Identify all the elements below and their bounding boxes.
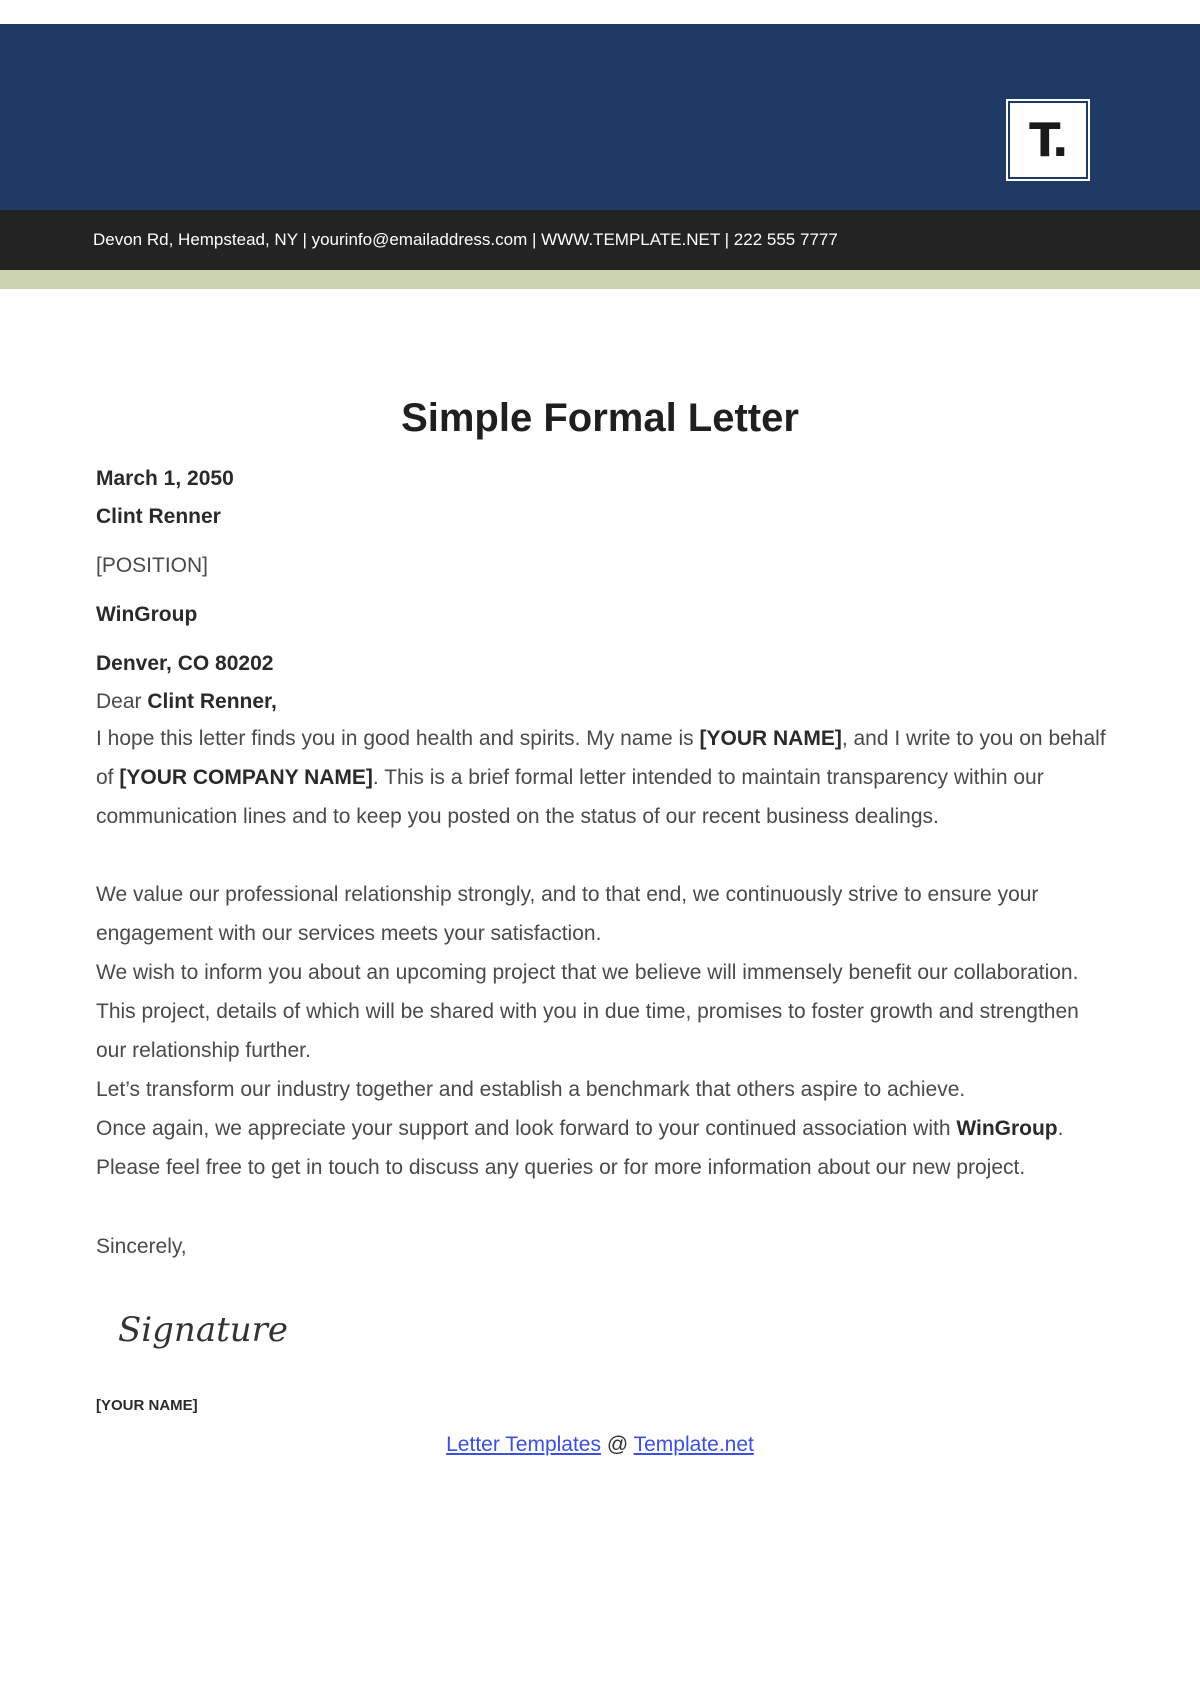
paragraph-industry: Let’s transform our industry together and establish a benchmark that others aspire to achieve. [96,1078,966,1101]
paragraph-project: We wish to inform you about an upcoming project that we believe will immensely benefit our collaboration. This project, details of which will be shared with you in due time, promises to foster growth and strengthen our relationship further. [96,961,1079,1062]
template-logo [1008,101,1088,179]
salutation-name: Clint Renner, [147,690,277,713]
salutation-prefix: Dear [96,690,148,713]
p1-your-name: [YOUR NAME] [699,727,842,750]
contact-info: Devon Rd, Hempstead, NY | yourinfo@emailaddress.com | WWW.TEMPLATE.NET | 222 555 7777 [93,230,838,249]
contact-bar [0,210,1200,270]
p1-text-b: , and I write to you on behalf of [96,727,1106,789]
p5-text-a: Once again, we appreciate your support and look forward to your continued association with [96,1117,957,1140]
recipient-name: Clint Renner [96,505,221,528]
closing: Sincerely, [96,1235,187,1258]
recipient-company: WinGroup [96,603,198,626]
recipient-position: [POSITION] [96,554,209,577]
p1-text-c: . This is a brief formal letter intended to maintain transparency within our communication lines and to keep you posted on the status of our recent business dealings. [96,766,1044,828]
p5-text-b: . Please feel free to get in touch to discuss any queries or for more information about our new project. [96,1117,1064,1179]
p1-text-a: I hope this letter finds you in good health and spirits. My name is [96,727,700,750]
top-margin [0,0,1200,24]
accent-bar [0,270,1200,289]
letter-title: Simple Formal Letter [401,396,799,440]
logo-text: T. [1029,113,1067,167]
paragraph-intro [96,719,1106,836]
recipient-address: Denver, CO 80202 [96,652,274,675]
footer-separator: @ [601,1433,634,1456]
letter-templates-link[interactable]: Letter Templates [446,1433,601,1456]
p1-company-name: [YOUR COMPANY NAME] [119,766,373,789]
paragraph-closing [96,1109,1106,1187]
signer-name: [YOUR NAME] [96,1397,198,1414]
template-net-link[interactable]: Template.net [633,1433,754,1456]
paragraph-relationship: We value our professional relationship strongly, and to that end, we continuously strive to ensure your engagement with our services meets your satisfaction. [96,883,1039,945]
letter-date: March 1, 2050 [96,467,234,490]
p5-company: WinGroup [956,1117,1058,1140]
salutation [96,688,277,716]
footer-links [0,1430,1200,1460]
signature: Signature [118,1310,289,1350]
